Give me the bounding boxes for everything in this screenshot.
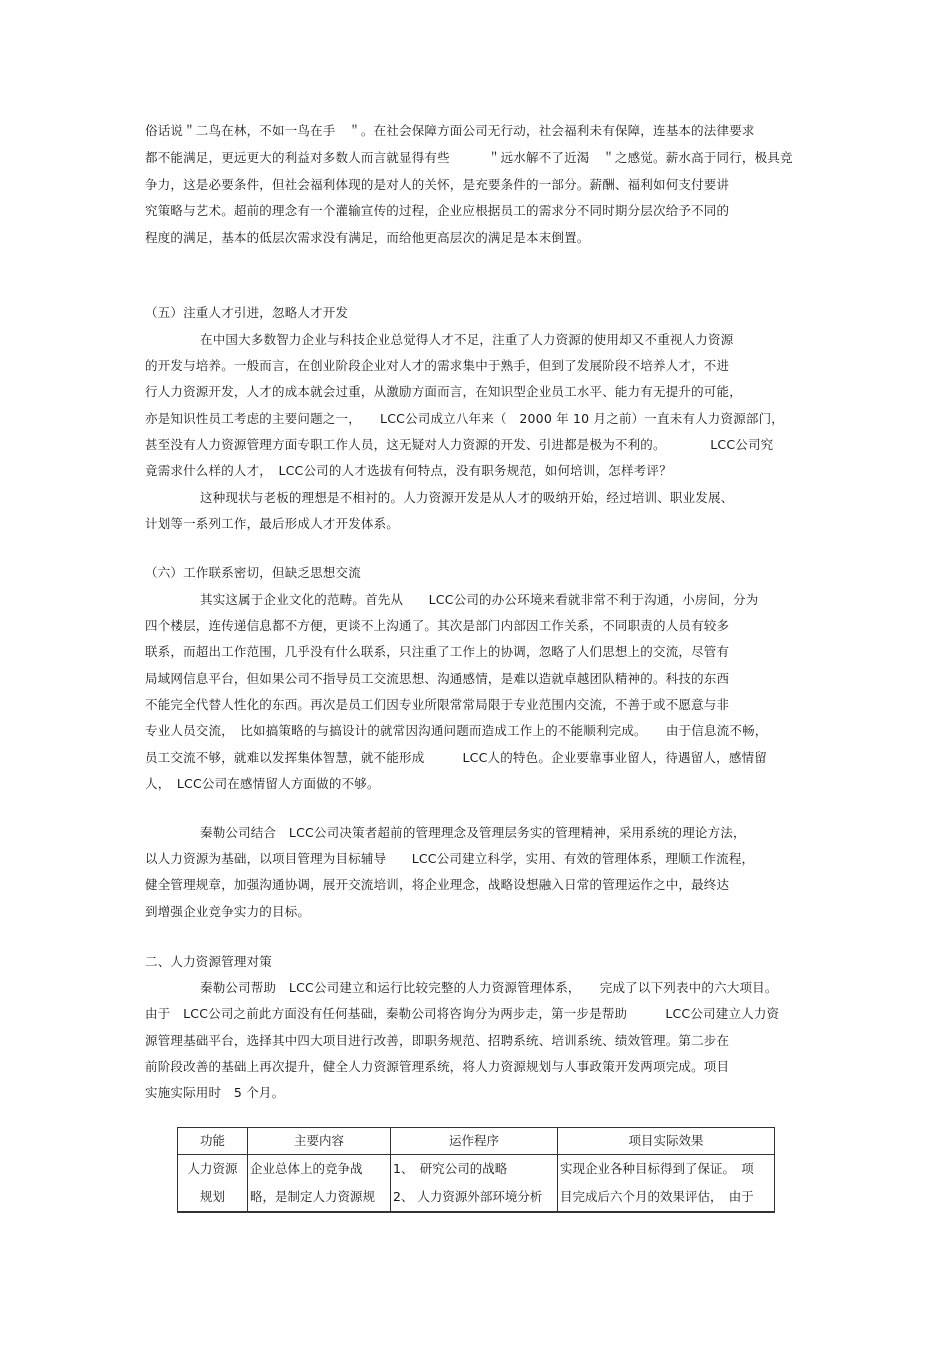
text-line: 亦是知识性员工考虑的主要问题之一， LCC公司成立八年来（ 2000 年 10 月之前）一直未有人力资源部门， — [145, 411, 785, 426]
text-line: 源管理基础平台，选择其中四大项目进行改善，即职务规范、招聘系统、培训系统、绩效管理。第二步在 — [145, 1033, 730, 1048]
text-line: 都不能满足，更远更大的利益对多数人而言就显得有些 ＂远水解不了近渴 ＂之感觉。薪水高于同行，极具竞 — [145, 150, 793, 165]
text-line: 计划等一系列工作，最后形成人才开发体系。 — [145, 516, 400, 531]
cell-text: 1、 研究公司的战略 — [393, 1161, 508, 1176]
text-line: 员工交流不够，就难以发挥集体智慧，就不能形成 LCC人的特色。企业要靠事业留人，待遇留人，感情留 — [145, 750, 767, 765]
table-row — [178, 1155, 775, 1213]
cell-text: 实现企业各种目标得到了保证。 项 — [560, 1161, 754, 1176]
table-cell-content — [248, 1155, 391, 1213]
text-line: 这种现状与老板的理想是不相衬的。人力资源开发是从人才的吸纳开始，经过培训、职业发展、 — [200, 490, 734, 505]
cell-text: 略，是制定人力资源规 — [250, 1189, 376, 1204]
text-line: 健全管理规章，加强沟通协调，展开交流培训，将企业理念，战略设想融入日常的管理运作之中，最终达 — [145, 877, 730, 892]
text-line: 前阶段改善的基础上再次提升，健全人力资源管理系统，将人力资源规划与人事政策开发两项完成。项目 — [145, 1059, 730, 1074]
text-line: 专业人员交流， 比如搞策略的与搞设计的就常因沟通问题而造成工作上的不能顺利完成。 由于信息流不畅， — [145, 723, 768, 738]
cell-text: 目完成后六个月的效果评估， 由于 — [560, 1189, 754, 1204]
cell-text: 规划 — [199, 1189, 225, 1204]
text-line: 实施实际用时 5 个月。 — [145, 1085, 285, 1100]
text-line: 甚至没有人力资源管理方面专职工作人员，这无疑对人力资源的开发、引进都是极为不利的。 LCC公司究 — [145, 437, 774, 452]
table-header-cell: 主要内容 — [248, 1128, 391, 1155]
text-line: 由于 LCC公司之前此方面没有任何基础，秦勒公司将咨询分为两步走，第一步是帮助 LCC公司建立人力资 — [145, 1006, 780, 1021]
text-line: 争力，这是必要条件，但社会福利体现的是对人的关怀，是充要条件的一部分。薪酬、福利如何支付要讲 — [145, 177, 730, 192]
text-line: 究策略与艺术。超前的理念有一个灌输宣传的过程，企业应根据员工的需求分不同时期分层次给予不同的 — [145, 203, 730, 218]
text-line: 竟需求什么样的人才， LCC公司的人才选拔有何特点，没有职务规范，如何培训，怎样考评？ — [145, 463, 672, 478]
text-line: 以人力资源为基础，以项目管理为目标辅导 LCC公司建立科学，实用、有效的管理体系，理顺工作流程， — [145, 851, 755, 866]
section-heading: （五）注重人才引进，忽略人才开发 — [145, 305, 349, 320]
table-header-row — [178, 1128, 775, 1155]
text-line: 行人力资源开发，人才的成本就会过重，从激励方面而言，在知识型企业员工水平、能力有无提升的可能， — [145, 384, 742, 399]
text-line: 不能完全代替人性化的东西。再次是员工们因专业所限常常局限于专业范围内交流，不善于或不愿意与非 — [145, 697, 730, 712]
text-line: 在中国大多数智力企业与科技企业总觉得人才不足，注重了人力资源的使用却又不重视人力资源 — [200, 332, 734, 347]
project-table — [177, 1127, 775, 1213]
text-line: 局域网信息平台，但如果公司不指导员工交流思想、沟通感情，是难以造就卓越团队精神的。科技的东西 — [145, 671, 730, 686]
cell-text: 企业总体上的竞争战 — [250, 1161, 363, 1176]
text-line: 程度的满足，基本的低层次需求没有满足，而给他更高层次的满足是本末倒置。 — [145, 230, 590, 245]
cell-text: 2、 人力资源外部环境分析 — [393, 1189, 543, 1204]
text-line: 俗话说＂二鸟在林，不如一鸟在手 ＂。在社会保障方面公司无行动，社会福利未有保障，连基本的法律要求 — [145, 123, 755, 138]
table-header-cell: 功能 — [178, 1128, 248, 1155]
text-line: 秦勒公司结合 LCC公司决策者超前的管理理念及管理层务实的管理精神，采用系统的理论方法， — [200, 825, 746, 840]
table-header-cell: 项目实际效果 — [558, 1128, 775, 1155]
text-line: 人， LCC公司在感情留人方面做的不够。 — [145, 776, 380, 791]
text-line: 秦勒公司帮助 LCC公司建立和运行比较完整的人力资源管理体系， 完成了以下列表中的六大项目。 — [200, 980, 778, 995]
section-heading: （六）工作联系密切，但缺乏思想交流 — [145, 565, 361, 580]
table-cell-effect — [558, 1155, 775, 1213]
table-cell-function — [178, 1155, 248, 1213]
text-line: 的开发与培养。一般而言，在创业阶段企业对人才的需求集中于熟手，但到了发展阶段不培养人才，不进 — [145, 358, 730, 373]
text-line: 其实这属于企业文化的范畴。首先从 LCC公司的办公环境来看就非常不利于沟通，小房间，分为 — [200, 592, 759, 607]
table-header-cell: 运作程序 — [391, 1128, 558, 1155]
section-heading: 二、人力资源管理对策 — [145, 954, 273, 969]
text-line: 到增强企业竞争实力的目标。 — [145, 904, 311, 919]
table-cell-procedure — [391, 1155, 558, 1213]
text-line: 四个楼层，连传递信息都不方便，更谈不上沟通了。其次是部门内部因工作关系，不同职责的人员有较多 — [145, 618, 730, 633]
cell-text: 人力资源 — [187, 1161, 238, 1176]
text-line: 联系，而超出工作范围，几乎没有什么联系，只注重了工作上的协调，忽略了人们思想上的交流，尽管有 — [145, 644, 730, 659]
